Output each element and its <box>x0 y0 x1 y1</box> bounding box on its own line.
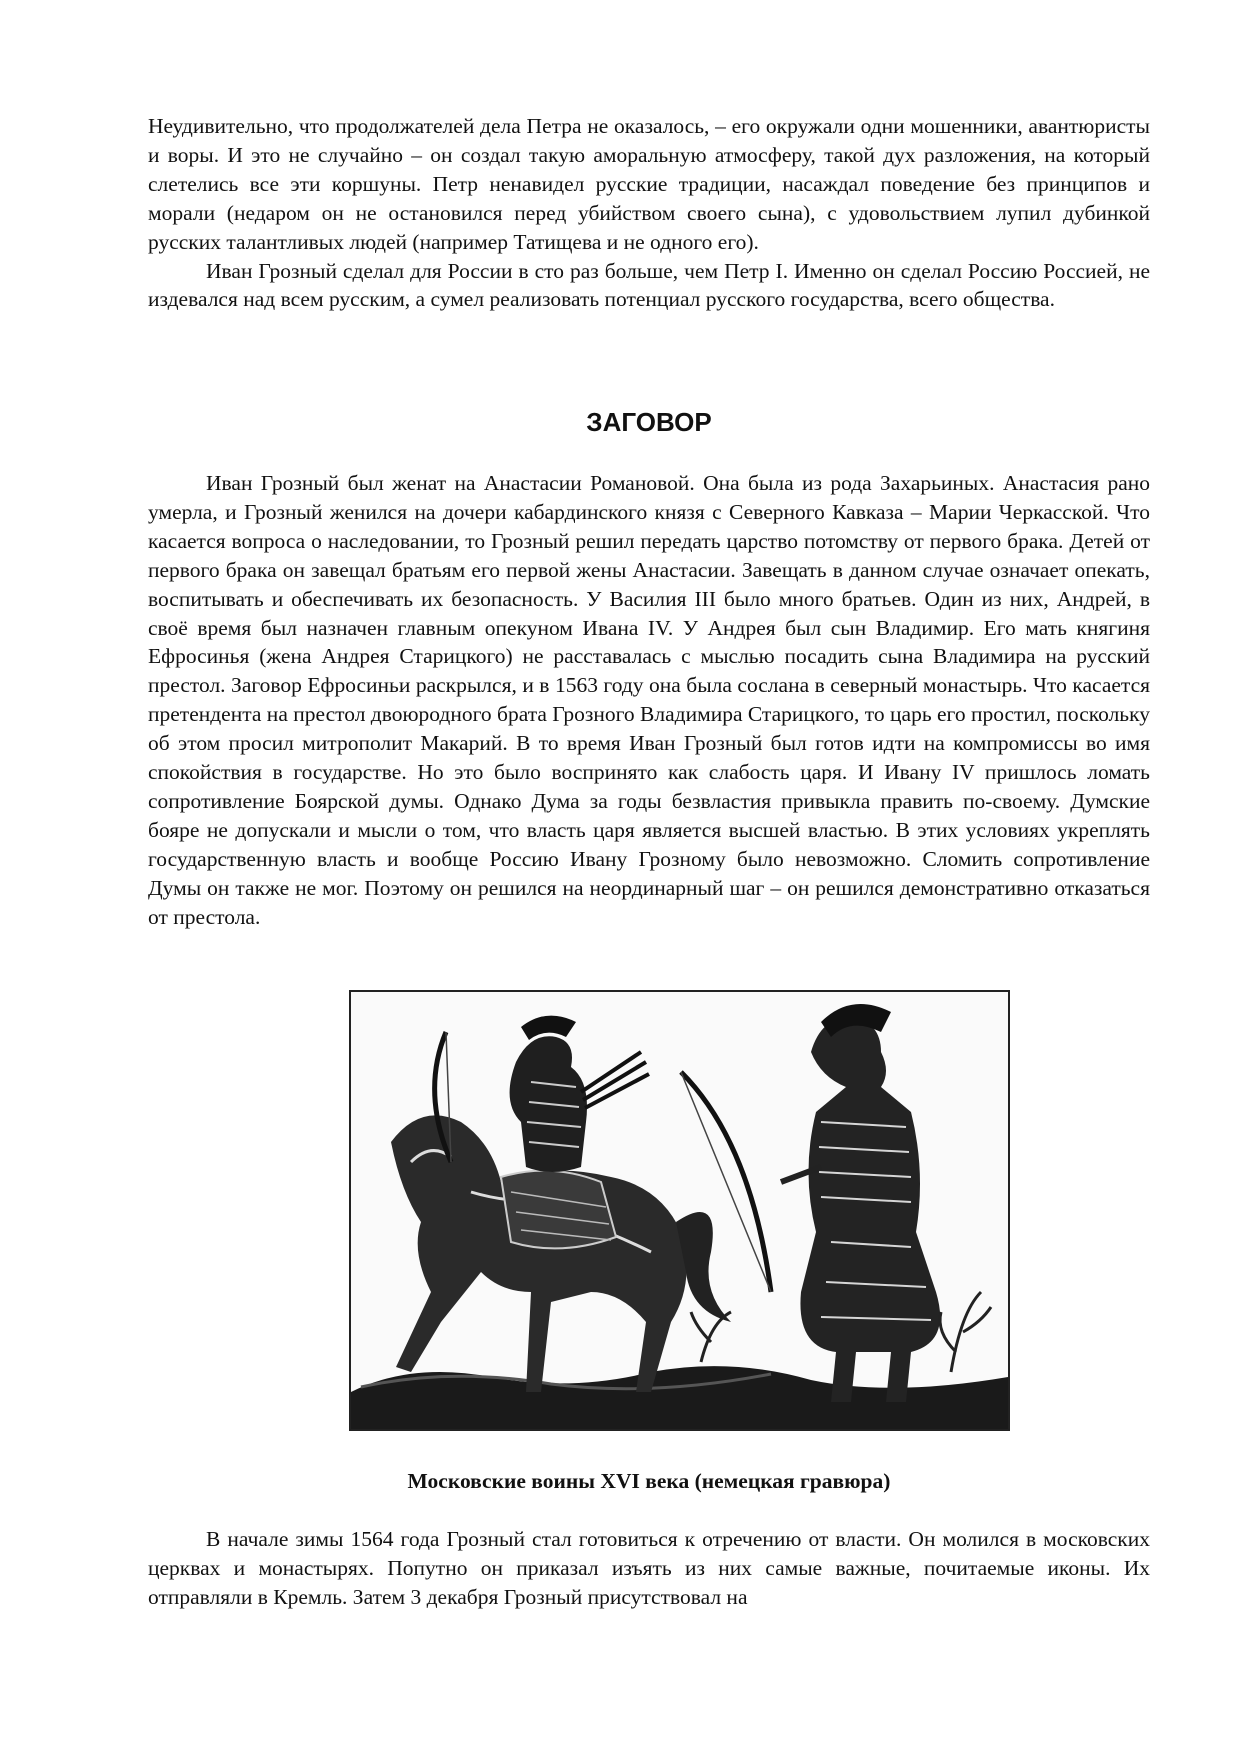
paragraph: Неудивительно, что продолжателей дела Петра не оказалось, – его окружали одни мошенники, авантюристы и воры. И это не случайно – он создал такую аморальную атмосферу, такой дух разложения, на который слетелись все эти коршуны. Петр ненавидел русские традиции, насаждал поведение без принципов и морали (недаром он не остановился перед убийством своего сына), с удовольствием лупил дубинкой русских талантливых людей (например Татищева и не одного его). <box>148 114 1150 254</box>
figure-caption: Московские воины XVI века (немецкая гравюра) <box>407 1469 891 1493</box>
continuation-text <box>148 1525 1150 1612</box>
engraving-image <box>351 992 1008 1429</box>
paragraph: Иван Грозный был женат на Анастасии Романовой. Она была из рода Захарьиных. Анастасия рано умерла, и Грозный женился на дочери кабардинского князя с Северного Кавказа – Марии Черкасской. Что касается вопроса о наследовании, то Грозный решил передать царство потомству от первого брака. Детей от первого брака он завещал братьям его первой жены Анастасии. Завещать в данном случае означает опекать, воспитывать и обеспечивать их безопасность. У Василия III было много братьев. Один из них, Андрей, в своё время был назначен главным опекуном Ивана IV. У Андрея был сын Владимир. Его мать княгиня Ефросинья (жена Андрея Старицкого) не расставалась с мыслью посадить сына Владимира на русский престол. Заговор Ефросиньи раскрылся, и в 1563 году она была сослана в северный монастырь. Что касается претендента на престол двоюродного брата Грозного Владимира Старицкого, то царь его простил, поскольку об этом просил митрополит Макарий. В то время Иван Грозный был готов идти на компромиссы во имя спокойствия в государстве. Но это было воспринято как слабость царя. И Ивану IV пришлось ломать сопротивление Боярской думы. Однако Дума за годы безвластия привыкла править по-своему. Думские бояре не допускали и мысли о том, что власть царя является высшей властью. В этих условиях укреплять государственную власть и вообще Россию Ивану Грозному было невозможно. Сломить сопротивление Думы он также не мог. Поэтому он решился на неординарный шаг – он решился демонстративно отказаться от престола. <box>148 471 1150 929</box>
main-text <box>148 469 1150 932</box>
intro-text <box>148 112 1150 314</box>
section-title: ЗАГОВОР <box>586 407 712 437</box>
paragraph: Иван Грозный сделал для России в сто раз больше, чем Петр I. Именно он сделал Россию Россией, не издевался над всем русским, а сумел реализовать потенциал русского государства, всего общества. <box>148 258 1150 312</box>
engraving-illustration <box>349 990 1010 1431</box>
paragraph: В начале зимы 1564 года Грозный стал готовиться к отречению от власти. Он молился в московских церквах и монастырях. Попутно он приказал изъять из них самые важные, почитаемые иконы. Их отправляли в Кремль. Затем 3 декабря Грозный присутствовал на <box>148 1527 1150 1609</box>
